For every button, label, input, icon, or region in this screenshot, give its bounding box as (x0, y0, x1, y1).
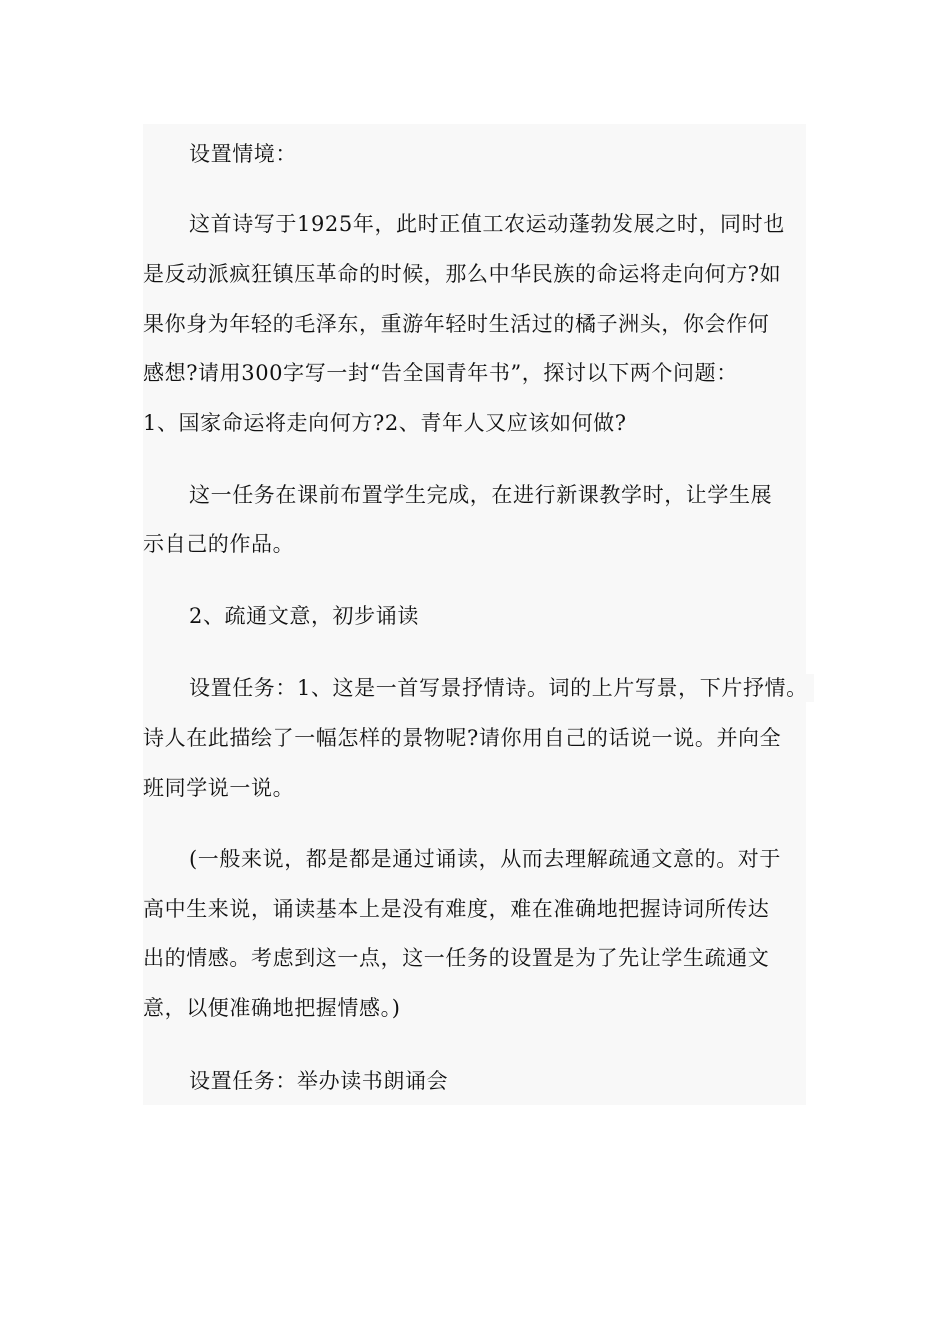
section-title: 2、疏通文意，初步诵读 (189, 604, 419, 628)
paragraph-line: 高中生来说，诵读基本上是没有难度，难在准确地把握诗词所传达 (143, 897, 770, 921)
heading-setting: 设置情境： (189, 142, 297, 166)
paragraph-line: 是反动派疯狂镇压革命的时候，那么中华民族的命运将走向何方?如 (143, 262, 782, 286)
paragraph-line: 示自己的作品。 (143, 532, 295, 556)
paragraph-line: 班同学说一说。 (143, 776, 295, 800)
paragraph-line: 出的情感。考虑到这一点，这一任务的设置是为了先让学生疏通文 (143, 946, 770, 970)
paragraph-line: 设置任务：1、这是一首写景抒情诗。词的上片写景，下片抒情。 (189, 674, 814, 702)
paragraph-line: 感想?请用300字写一封“告全国青年书”，探讨以下两个问题： (143, 361, 738, 385)
paragraph-line: 意，以便准确地把握情感。) (143, 996, 401, 1020)
paragraph-line: 这首诗写于1925年，此时正值工农运动蓬勃发展之时，同时也 (189, 212, 785, 236)
task-reading: 设置任务：举办读书朗诵会 (189, 1069, 449, 1093)
paragraph-line: 1、国家命运将走向何方?2、青年人又应该如何做? (143, 411, 627, 435)
paragraph-line: 果你身为年轻的毛泽东，重游年轻时生活过的橘子洲头，你会作何 (143, 312, 770, 336)
document-text-block (143, 124, 806, 1105)
paragraph-line: (一般来说，都是都是通过诵读，从而去理解疏通文意的。对于 (189, 847, 781, 871)
paragraph-line: 诗人在此描绘了一幅怎样的景物呢?请你用自己的话说一说。并向全 (143, 726, 782, 750)
paragraph-line: 这一任务在课前布置学生完成，在进行新课教学时，让学生展 (189, 483, 773, 507)
